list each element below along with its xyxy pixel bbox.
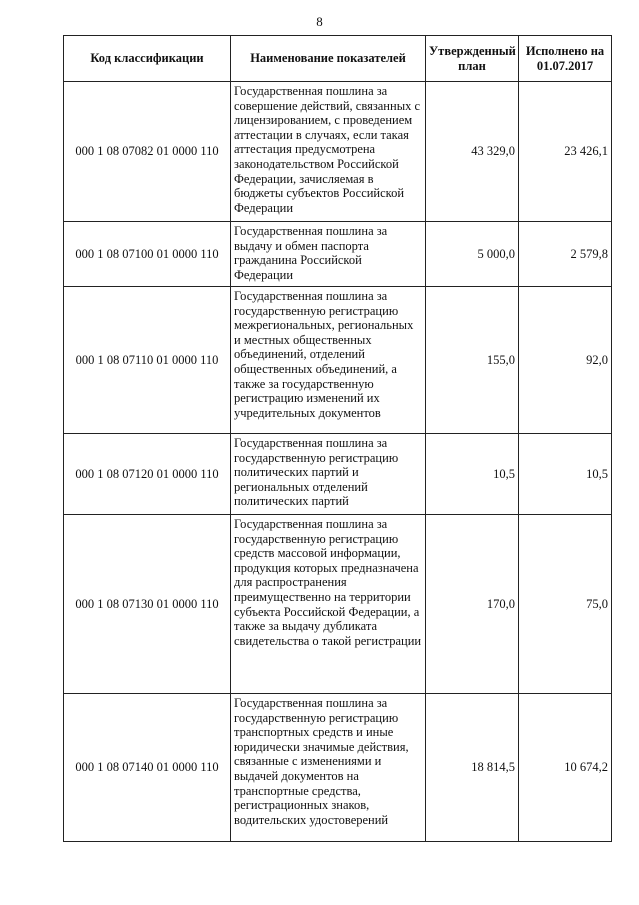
row-code: 000 1 08 07110 01 0000 110 (64, 287, 231, 434)
row-done: 92,0 (519, 287, 612, 434)
table-row (64, 515, 612, 694)
table-row (64, 82, 612, 222)
row-code: 000 1 08 07140 01 0000 110 (64, 694, 231, 842)
row-name (231, 222, 426, 287)
row-code: 000 1 08 07100 01 0000 110 (64, 222, 231, 287)
row-name (231, 434, 426, 515)
row-plan: 18 814,5 (426, 694, 519, 842)
row-done: 10,5 (519, 434, 612, 515)
row-name-text: Государственная пошлина за совершение действий, связанных с лицензированием, с проведением аттестации в случаях, если такая аттестация предусмотрена законодательством Российской Федерации, зачисляемая в бюджеты субъектов Российской Федерации (234, 84, 421, 215)
header-name: Наименование показателей (231, 36, 426, 82)
row-done: 75,0 (519, 515, 612, 694)
table-row (64, 694, 612, 842)
row-name-text: Государственная пошлина за государственную регистрацию политических партий и региональных отделений политических партий (234, 436, 399, 509)
row-code: 000 1 08 07082 01 0000 110 (64, 82, 231, 222)
row-done: 10 674,2 (519, 694, 612, 842)
page-number: 8 (316, 14, 323, 29)
budget-table (63, 35, 612, 842)
row-name (231, 287, 426, 434)
table-row (64, 222, 612, 287)
table-row (64, 434, 612, 515)
row-name (231, 82, 426, 222)
row-name-text: Государственная пошлина за государственную регистрацию транспортных средств и иные юридически значимые действия, связанные с изменениями и выдачей документов на транспортные средства, регистрационных знаков, водительских удостоверений (234, 696, 409, 827)
row-plan: 155,0 (426, 287, 519, 434)
row-name-text: Государственная пошлина за государственную регистрацию межрегиональных, региональных и местных общественных объединений, отделений общественных объединений, а также за государственную регистрацию изменений их учредительных документов (234, 289, 414, 420)
header-done: Исполнено на 01.07.2017 (519, 36, 612, 82)
row-name (231, 694, 426, 842)
row-code: 000 1 08 07120 01 0000 110 (64, 434, 231, 515)
row-done: 2 579,8 (519, 222, 612, 287)
row-name (231, 515, 426, 694)
row-plan: 5 000,0 (426, 222, 519, 287)
row-plan: 10,5 (426, 434, 519, 515)
row-plan: 43 329,0 (426, 82, 519, 222)
header-code: Код классификации (64, 36, 231, 82)
row-name-text: Государственная пошлина за выдачу и обмен паспорта гражданина Российской Федерации (234, 224, 388, 282)
row-name-text: Государственная пошлина за государственную регистрацию средств массовой информации, продукция которых предназначена для распространения преимущественно на территории субъекта Российской Федерации, а также за выдачу дубликата свидетельства о такой регистрации (234, 517, 422, 648)
row-plan: 170,0 (426, 515, 519, 694)
table-header-row (64, 36, 612, 82)
table-row (64, 287, 612, 434)
row-code: 000 1 08 07130 01 0000 110 (64, 515, 231, 694)
row-done: 23 426,1 (519, 82, 612, 222)
header-plan: Утвержденный план (426, 36, 519, 82)
